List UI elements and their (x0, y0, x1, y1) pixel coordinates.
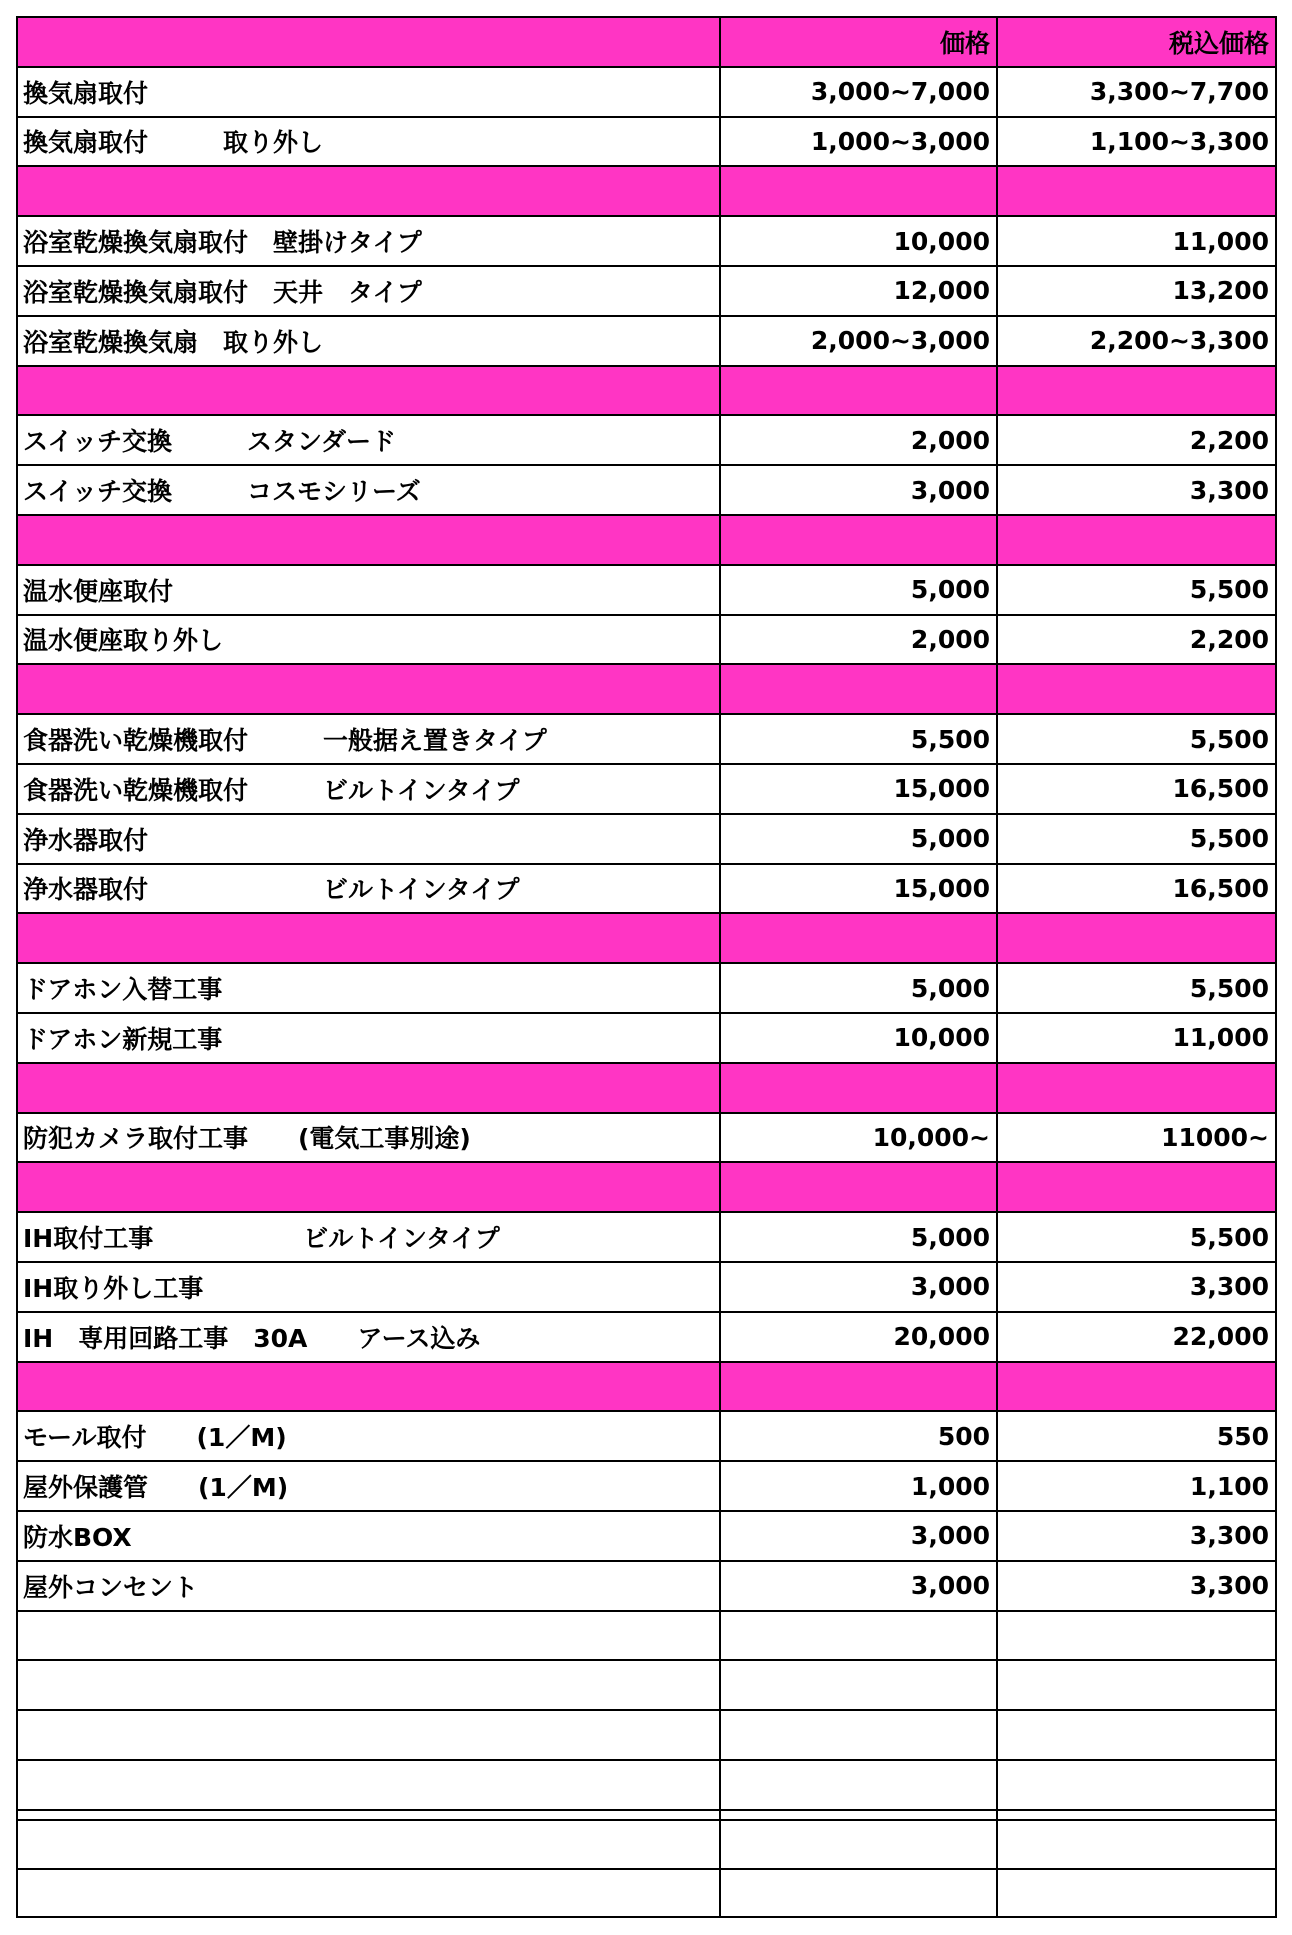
price-cell: 2,000 (719, 414, 996, 464)
tax-price-cell (996, 1062, 1277, 1112)
table-row (16, 1012, 1277, 1062)
price-cell (719, 1709, 996, 1759)
item-name-cell: IH取付工事 ビルトインタイプ (16, 1211, 719, 1261)
price-cell (719, 1819, 996, 1869)
tax-price-cell (996, 663, 1277, 713)
separator-row (16, 912, 1277, 962)
tax-price-cell: 11,000 (996, 215, 1277, 265)
header-tax-price-cell: 税込価格 (996, 16, 1277, 66)
tax-price-cell (996, 1610, 1277, 1660)
tax-price-cell: 11,000 (996, 1012, 1277, 1062)
price-cell: 3,000 (719, 1510, 996, 1560)
price-cell (719, 1809, 996, 1819)
item-name-cell (16, 165, 719, 215)
price-cell: 10,000 (719, 1012, 996, 1062)
item-name-cell: ドアホン新規工事 (16, 1012, 719, 1062)
price-cell: 2,000 (719, 614, 996, 664)
tax-price-cell: 3,300~7,700 (996, 66, 1277, 116)
item-name-cell: 換気扇取付 取り外し (16, 116, 719, 166)
item-name-cell: モール取付 (1／M) (16, 1410, 719, 1460)
tax-price-cell (996, 1709, 1277, 1759)
table-row (16, 116, 1277, 166)
price-cell: 20,000 (719, 1311, 996, 1361)
item-name-cell (16, 1610, 719, 1660)
table-row (16, 1410, 1277, 1460)
tax-price-cell (996, 365, 1277, 415)
price-cell: 3,000 (719, 464, 996, 514)
item-name-cell (16, 1161, 719, 1211)
price-cell: 3,000 (719, 1261, 996, 1311)
table-row (16, 1311, 1277, 1361)
price-cell: 3,000 (719, 1560, 996, 1610)
price-cell: 1,000~3,000 (719, 116, 996, 166)
item-name-cell: 浄水器取付 ビルトインタイプ (16, 863, 719, 913)
tax-price-cell (996, 1819, 1277, 1869)
separator-row (16, 1062, 1277, 1112)
table-row (16, 1112, 1277, 1162)
price-cell (719, 1361, 996, 1411)
tax-price-cell (996, 1361, 1277, 1411)
item-name-cell: 防水BOX (16, 1510, 719, 1560)
item-name-cell: スイッチ交換 コスモシリーズ (16, 464, 719, 514)
header-price-cell: 価格 (719, 16, 996, 66)
item-name-cell (16, 1361, 719, 1411)
tax-price-cell (996, 1809, 1277, 1819)
tax-price-cell: 16,500 (996, 863, 1277, 913)
item-name-cell: IH 専用回路工事 30A アース込み (16, 1311, 719, 1361)
tax-price-cell: 22,000 (996, 1311, 1277, 1361)
item-name-cell (16, 663, 719, 713)
item-name-cell (16, 1659, 719, 1709)
empty-row (16, 1610, 1277, 1660)
tax-price-cell: 2,200~3,300 (996, 315, 1277, 365)
price-cell (719, 1759, 996, 1809)
price-cell: 500 (719, 1410, 996, 1460)
price-cell (719, 1062, 996, 1112)
table-row (16, 1460, 1277, 1510)
empty-row (16, 1659, 1277, 1709)
price-cell (719, 514, 996, 564)
table-row (16, 265, 1277, 315)
price-cell (719, 1610, 996, 1660)
price-cell: 10,000 (719, 215, 996, 265)
item-name-cell (16, 514, 719, 564)
tax-price-cell: 3,300 (996, 464, 1277, 514)
empty-row (16, 1819, 1277, 1869)
separator-row (16, 663, 1277, 713)
item-name-cell (16, 1809, 719, 1819)
table-row (16, 564, 1277, 614)
price-cell: 5,000 (719, 564, 996, 614)
separator-row (16, 1161, 1277, 1211)
item-name-cell (16, 1062, 719, 1112)
price-cell: 1,000 (719, 1460, 996, 1510)
price-cell: 3,000~7,000 (719, 66, 996, 116)
price-cell: 10,000~ (719, 1112, 996, 1162)
empty-row (16, 1759, 1277, 1809)
table-row (16, 1510, 1277, 1560)
tax-price-cell: 5,500 (996, 813, 1277, 863)
item-name-cell (16, 1819, 719, 1869)
tax-price-cell: 5,500 (996, 564, 1277, 614)
item-name-cell: 換気扇取付 (16, 66, 719, 116)
price-cell: 5,000 (719, 813, 996, 863)
separator-row (16, 514, 1277, 564)
separator-row (16, 365, 1277, 415)
tax-price-cell (996, 165, 1277, 215)
table-row (16, 414, 1277, 464)
header-name-cell (16, 16, 719, 66)
item-name-cell (16, 912, 719, 962)
price-cell (719, 912, 996, 962)
empty-row (16, 1868, 1277, 1918)
item-name-cell (16, 1759, 719, 1809)
item-name-cell: 防犯カメラ取付工事 (電気工事別途) (16, 1112, 719, 1162)
item-name-cell: 屋外保護管 (1／M) (16, 1460, 719, 1510)
tax-price-cell: 3,300 (996, 1261, 1277, 1311)
price-cell (719, 1659, 996, 1709)
tax-price-cell: 2,200 (996, 414, 1277, 464)
tax-price-cell (996, 1161, 1277, 1211)
item-name-cell: 温水便座取り外し (16, 614, 719, 664)
item-name-cell: 屋外コンセント (16, 1560, 719, 1610)
table-row (16, 863, 1277, 913)
table-row (16, 813, 1277, 863)
tax-price-cell: 5,500 (996, 713, 1277, 763)
tax-price-cell: 5,500 (996, 1211, 1277, 1261)
price-cell (719, 1161, 996, 1211)
table-row (16, 962, 1277, 1012)
table-row (16, 713, 1277, 763)
price-cell: 5,500 (719, 713, 996, 763)
separator-row (16, 1361, 1277, 1411)
empty-row (16, 1709, 1277, 1759)
table-row (16, 1560, 1277, 1610)
item-name-cell: IH取り外し工事 (16, 1261, 719, 1311)
header-row (16, 16, 1277, 66)
table-row (16, 614, 1277, 664)
tax-price-cell (996, 912, 1277, 962)
table-row (16, 66, 1277, 116)
item-name-cell: 浴室乾燥換気扇 取り外し (16, 315, 719, 365)
table-row (16, 1211, 1277, 1261)
price-cell (719, 365, 996, 415)
price-table (16, 16, 1277, 1918)
item-name-cell: 浄水器取付 (16, 813, 719, 863)
tax-price-cell (996, 1759, 1277, 1809)
item-name-cell: スイッチ交換 スタンダード (16, 414, 719, 464)
price-cell (719, 1868, 996, 1918)
tax-price-cell: 550 (996, 1410, 1277, 1460)
tax-price-cell (996, 1659, 1277, 1709)
table-row (16, 1261, 1277, 1311)
table-body (16, 66, 1277, 1918)
tax-price-cell: 2,200 (996, 614, 1277, 664)
tax-price-cell: 1,100 (996, 1460, 1277, 1510)
tax-price-cell: 11000~ (996, 1112, 1277, 1162)
tax-price-cell: 3,300 (996, 1560, 1277, 1610)
item-name-cell (16, 1868, 719, 1918)
price-cell (719, 165, 996, 215)
table-row (16, 464, 1277, 514)
table-row (16, 763, 1277, 813)
price-cell: 5,000 (719, 962, 996, 1012)
tax-price-cell: 13,200 (996, 265, 1277, 315)
tax-price-cell: 3,300 (996, 1510, 1277, 1560)
separator-row (16, 165, 1277, 215)
price-cell (719, 663, 996, 713)
price-cell: 15,000 (719, 763, 996, 813)
item-name-cell: 浴室乾燥換気扇取付 天井 タイプ (16, 265, 719, 315)
tax-price-cell (996, 514, 1277, 564)
tax-price-cell (996, 1868, 1277, 1918)
item-name-cell: 食器洗い乾燥機取付 ビルトインタイプ (16, 763, 719, 813)
tax-price-cell: 5,500 (996, 962, 1277, 1012)
table-row (16, 215, 1277, 265)
item-name-cell (16, 365, 719, 415)
price-cell: 5,000 (719, 1211, 996, 1261)
price-cell: 15,000 (719, 863, 996, 913)
gap-row (16, 1809, 1277, 1819)
tax-price-cell: 1,100~3,300 (996, 116, 1277, 166)
item-name-cell (16, 1709, 719, 1759)
price-cell: 12,000 (719, 265, 996, 315)
table-row (16, 315, 1277, 365)
tax-price-cell: 16,500 (996, 763, 1277, 813)
item-name-cell: 浴室乾燥換気扇取付 壁掛けタイプ (16, 215, 719, 265)
item-name-cell: 温水便座取付 (16, 564, 719, 614)
price-cell: 2,000~3,000 (719, 315, 996, 365)
item-name-cell: 食器洗い乾燥機取付 一般据え置きタイプ (16, 713, 719, 763)
item-name-cell: ドアホン入替工事 (16, 962, 719, 1012)
